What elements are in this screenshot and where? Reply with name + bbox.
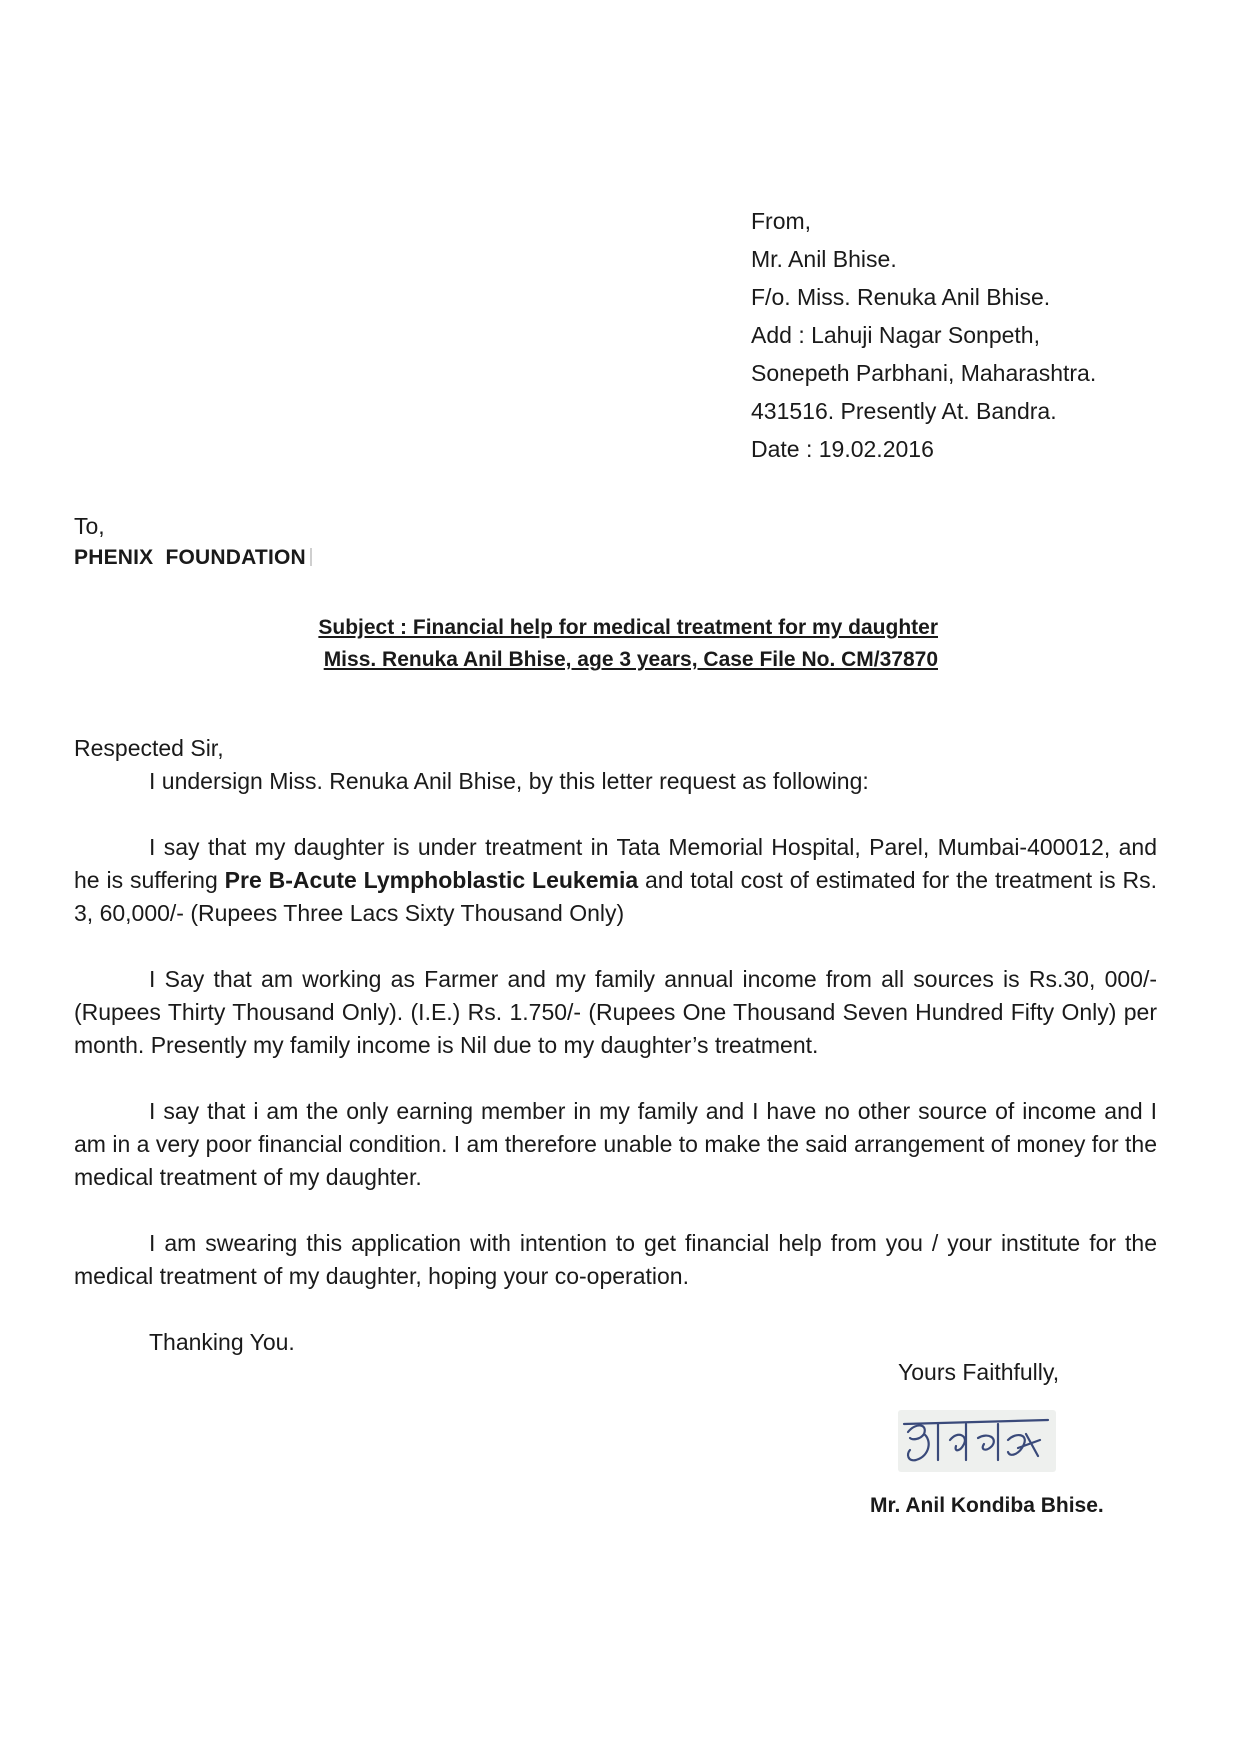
paragraph-diagnosis	[74, 831, 1157, 930]
subject-line-1: Subject : Financial help for medical treatment for my daughter	[318, 616, 938, 639]
to-label: To,	[74, 513, 105, 539]
valediction: Yours Faithfully,	[898, 1359, 1060, 1385]
sender-relation: F/o. Miss. Renuka Anil Bhise.	[751, 284, 1051, 310]
handwritten-signature	[898, 1410, 1056, 1472]
subject-line-2: Miss. Renuka Anil Bhise, age 3 years, Case File No. CM/37870	[323, 648, 938, 671]
thanks-line: Thanking You.	[149, 1329, 295, 1355]
sender-address-line-3: 431516. Presently At. Bandra.	[751, 398, 1057, 424]
intro-paragraph: I undersign Miss. Renuka Anil Bhise, by this letter request as following:	[149, 768, 869, 794]
paragraph-income: I Say that am working as Farmer and my family annual income from all sources is Rs.30, 000/- (Rupees Thirty Thousand Only). (I.E.) Rs. 1.750/- (Rupees One Thousand Seven Hundred Fifty Only) per month. Presently my family income is Nil due to my daughter’s treatment.	[74, 966, 1157, 1058]
recipient-organization	[74, 542, 312, 574]
text-cursor-mark	[310, 548, 312, 566]
recipient-organization-name: PHENIX FOUNDATION	[74, 546, 306, 569]
subject-block	[296, 612, 938, 676]
letter-body	[74, 732, 1157, 1359]
signature-drawing	[898, 1410, 1056, 1472]
letter-date: Date : 19.02.2016	[751, 436, 934, 462]
sender-address-line-2: Sonepeth Parbhani, Maharashtra.	[751, 360, 1097, 386]
from-label: From,	[751, 208, 812, 234]
sender-address-line-1: Add : Lahuji Nagar Sonpeth,	[751, 322, 1040, 348]
sender-name: Mr. Anil Bhise.	[751, 246, 897, 272]
paragraph-financial-condition: I say that i am the only earning member in my family and I have no other source of income and I am in a very poor financial condition. I am therefore unable to make the said arrangement of money for the medical treatment of my daughter.	[74, 1098, 1157, 1190]
recipient-block	[74, 510, 312, 574]
paragraph-diagnosis-text-2: and total cost of estimated for the treatment is Rs. 3, 60,000/- (Rupees Three Lacs Sixty Thousand Only)	[74, 867, 1157, 926]
paragraph-request: I am swearing this application with intention to get financial help from you / your institute for the medical treatment of my daughter, hoping your co-operation.	[74, 1230, 1157, 1289]
paragraph-diagnosis-text-1: I say that my daughter is under treatment in Tata Memorial Hospital, Parel, Mumbai-400012, and he is suffering	[74, 834, 1157, 893]
sender-address-block	[751, 202, 1096, 468]
salutation: Respected Sir,	[74, 735, 224, 761]
signatory-name: Mr. Anil Kondiba Bhise.	[870, 1494, 1104, 1517]
diagnosis-name: Pre B-Acute Lymphoblastic Leukemia	[224, 867, 639, 893]
